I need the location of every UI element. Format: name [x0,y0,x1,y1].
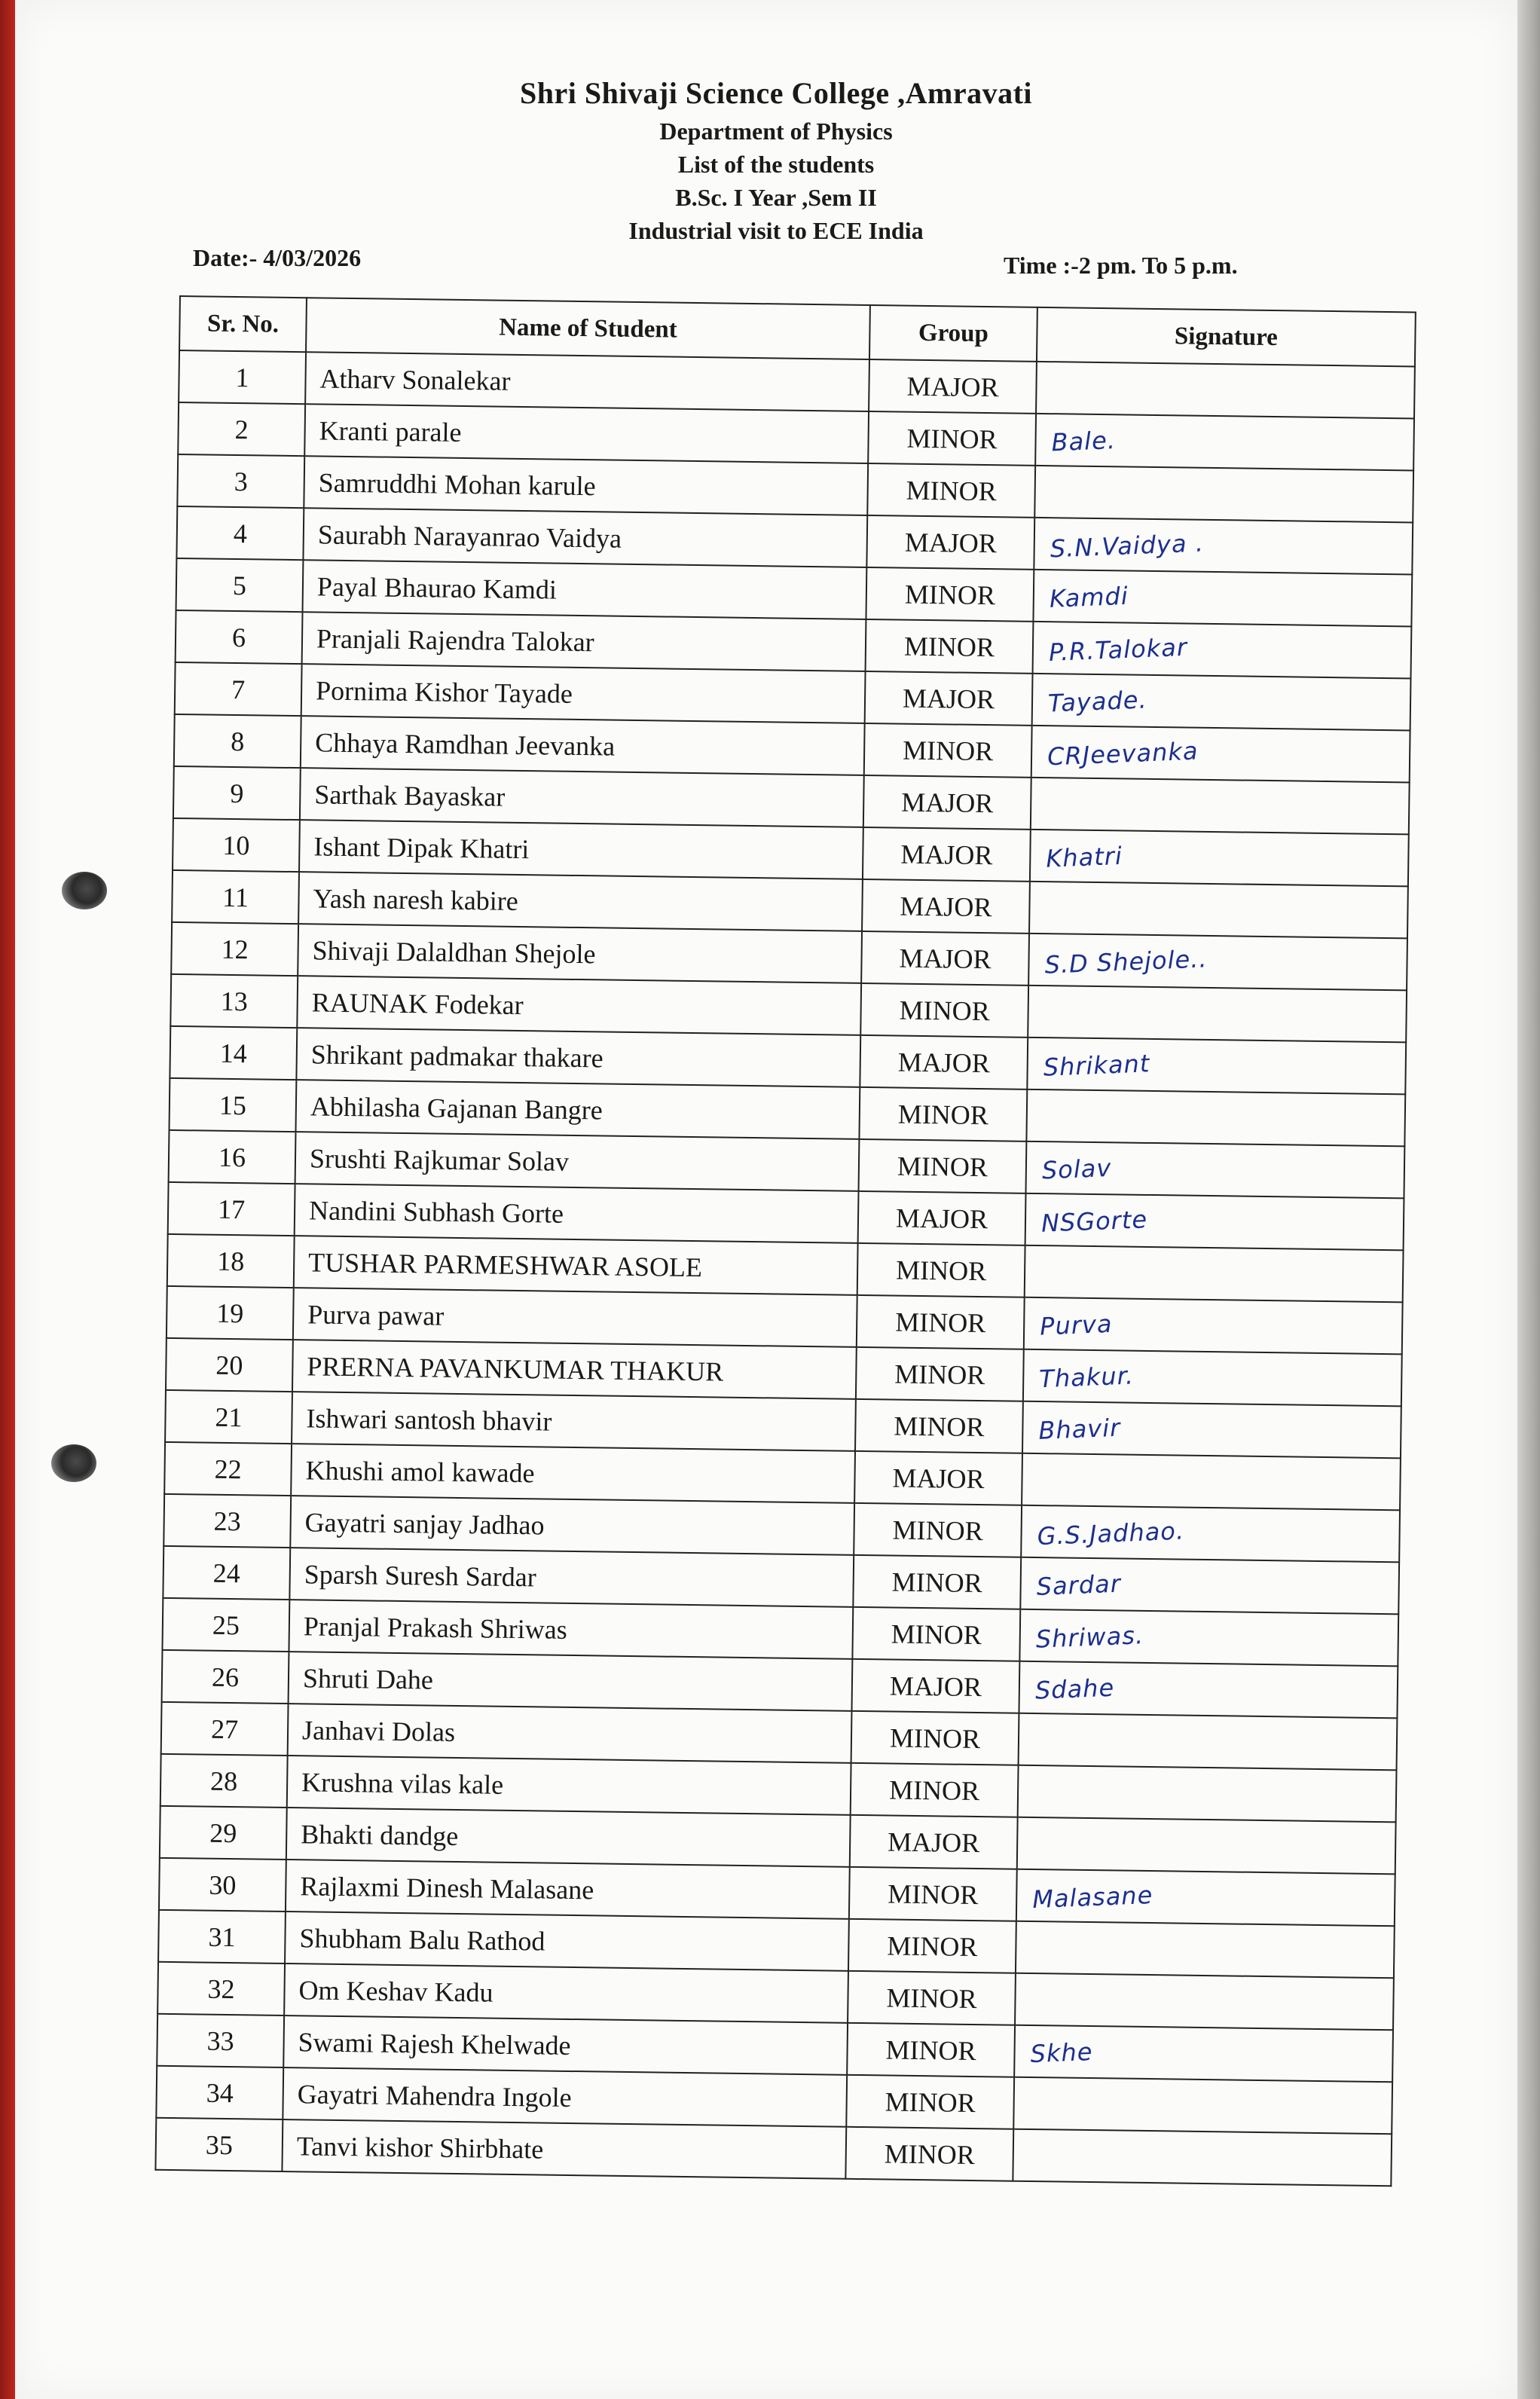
group-cell: MAJOR [866,515,1034,570]
signature-cell [1033,622,1412,679]
sr-no-cell: 32 [157,1962,285,2015]
handwritten-signature: Bhavir [1037,1413,1121,1445]
column-header-name: Name of Student [306,298,870,359]
column-header-group: Group [869,305,1037,362]
student-name-cell: Sarthak Bayaskar [300,768,864,827]
group-cell: MAJOR [863,775,1031,830]
group-cell: MINOR [851,1711,1019,1765]
signature-cell [1019,1713,1398,1771]
signature-cell [1023,1349,1402,1407]
signature-cell [1025,1141,1404,1199]
signature-cell [1019,1609,1398,1667]
handwritten-signature: Malasane [1031,1880,1153,1914]
student-name-cell: Purva pawar [293,1288,857,1347]
sr-no-cell: 16 [169,1130,296,1184]
student-name-cell: Saurabh Narayanrao Vaidya [303,508,867,567]
student-name-cell: Rajlaxmi Dinesh Malasane [286,1860,850,1919]
sr-no-cell: 14 [170,1026,297,1080]
signature-cell [1035,414,1414,471]
signature-cell [1021,1505,1400,1563]
student-name-cell: Kranti parale [304,404,869,463]
group-cell: MINOR [867,463,1035,518]
signature-cell [1015,1973,1394,2031]
student-name-cell: Chhaya Ramdhan Jeevanka [301,716,865,775]
student-name-cell: Gayatri Mahendra Ingole [283,2067,847,2127]
student-name-cell: Shubham Balu Rathod [285,1912,849,1971]
visit-time: Time :-2 pm. To 5 p.m. [1004,252,1238,279]
handwritten-signature: Shriwas. [1035,1620,1144,1654]
column-header-signature: Signature [1037,307,1416,367]
visit-date: Date:- 4/03/2026 [193,244,362,271]
signature-cell [1024,1297,1403,1355]
handwritten-signature: S.N.Vaidya . [1050,528,1205,563]
sr-no-cell: 3 [177,454,304,508]
group-cell: MINOR [856,1347,1024,1401]
student-name-cell: Yash naresh kabire [298,872,863,931]
sr-no-cell: 21 [165,1390,292,1444]
sr-no-cell: 5 [176,558,304,612]
signature-cell [1036,362,1415,419]
signature-cell [1017,1817,1396,1875]
handwritten-signature: S.D Shejole.. [1043,943,1208,979]
sr-no-cell: 19 [167,1286,294,1340]
signature-cell [1031,778,1410,835]
handwritten-signature: Khatri [1045,841,1123,873]
group-cell: MINOR [846,2075,1014,2129]
student-name-cell: Pranjali Rajendra Talokar [302,612,866,671]
sr-no-cell: 6 [176,610,303,664]
student-name-cell: Shrikant padmakar thakare [296,1028,860,1087]
signature-cell [1029,882,1408,939]
sr-no-cell: 17 [168,1182,295,1236]
sr-no-cell: 26 [162,1650,289,1704]
group-cell: MINOR [860,983,1028,1038]
signature-cell [1014,2025,1393,2083]
sr-no-cell: 29 [160,1806,287,1860]
student-name-cell: Sparsh Suresh Sardar [289,1548,854,1607]
student-name-cell: TUSHAR PARMESHWAR ASOLE [294,1236,858,1295]
signature-cell [1016,1869,1395,1927]
student-name-cell: RAUNAK Fodekar [297,976,861,1035]
sr-no-cell: 11 [172,870,299,924]
signature-cell [1031,726,1410,783]
group-cell: MAJOR [851,1659,1019,1713]
handwritten-signature: Skhe [1029,2037,1094,2068]
sr-no-cell: 30 [159,1858,286,1912]
group-cell: MINOR [859,1087,1027,1141]
group-cell: MAJOR [865,671,1033,726]
sr-no-cell: 33 [157,2014,284,2067]
group-cell: MINOR [845,2127,1013,2181]
signature-cell [1022,1401,1401,1459]
group-cell: MINOR [848,1919,1016,1973]
sr-no-cell: 7 [175,662,302,716]
student-name-cell: Ishant Dipak Khatri [299,820,863,879]
group-cell: MAJOR [869,359,1037,414]
group-cell: MAJOR [858,1191,1026,1245]
handwritten-signature: Thakur. [1038,1360,1135,1393]
student-name-cell: PRERNA PAVANKUMAR THAKUR [292,1340,857,1399]
student-table-container [154,295,1414,2187]
sr-no-cell: 25 [162,1598,289,1652]
handwritten-signature: CRJeevanka [1047,736,1199,771]
student-name-cell: Nandini Subhash Gorte [295,1184,859,1243]
group-cell: MINOR [866,619,1034,674]
handwritten-signature: Solav [1041,1153,1112,1184]
handwritten-signature: Purva [1039,1309,1114,1341]
signature-cell [1034,518,1413,575]
sr-no-cell: 1 [179,350,306,404]
student-name-cell: Shruti Dahe [289,1652,853,1711]
column-header-sr-no: Sr. No. [179,296,307,352]
signature-cell [1034,466,1413,523]
student-name-cell: Samruddhi Mohan karule [304,456,868,515]
sr-no-cell: 24 [163,1546,290,1600]
sr-no-cell: 34 [156,2066,283,2119]
signature-cell [1018,1765,1397,1823]
sr-no-cell: 4 [176,506,304,560]
signature-cell [1025,1193,1404,1251]
sr-no-cell: 18 [167,1234,295,1288]
group-cell: MINOR [854,1503,1022,1557]
student-name-cell: Srushti Rajkumar Solav [295,1132,860,1191]
signature-cell [1028,986,1407,1043]
student-name-cell: Khushi amol kawade [291,1444,855,1503]
student-name-cell: Abhilasha Gajanan Bangre [295,1080,860,1139]
signature-cell [1020,1557,1399,1615]
signature-cell [1030,830,1409,887]
student-name-cell: Swami Rajesh Khelwade [283,2015,848,2075]
group-cell: MAJOR [850,1815,1018,1869]
visit-title: Industrial visit to ECE India [628,217,924,244]
student-name-cell: Krushna vilas kale [287,1756,851,1815]
group-cell: MINOR [855,1399,1023,1453]
signature-cell [1027,1038,1406,1095]
handwritten-signature: Kamdi [1049,581,1129,613]
group-cell: MINOR [866,567,1034,622]
group-cell: MAJOR [862,879,1030,934]
sr-no-cell: 27 [161,1702,289,1756]
handwritten-signature: Shrikant [1043,1048,1151,1082]
student-name-cell: Bhakti dandge [286,1808,851,1867]
signature-cell [1025,1245,1404,1303]
class-name: B.Sc. I Year ,Sem II [675,184,877,211]
sr-no-cell: 9 [173,766,301,820]
group-cell: MINOR [859,1139,1027,1193]
student-name-cell: Gayatri sanjay Jadhao [290,1496,854,1555]
handwritten-signature: Bale. [1050,425,1117,457]
sr-no-cell: 23 [163,1494,291,1548]
student-name-cell: Janhavi Dolas [288,1704,852,1763]
group-cell: MINOR [852,1607,1020,1661]
student-name-cell: Pranjal Prakash Shriwas [289,1600,853,1659]
list-title: List of the students [677,151,875,178]
attendance-sheet-paper [15,0,1517,2399]
student-name-cell: Tanvi kishor Shirbhate [282,2119,846,2179]
handwritten-signature: Tayade. [1047,684,1148,718]
punch-hole-top [62,872,107,909]
group-cell: MINOR [853,1555,1021,1609]
department-name: Department of Physics [659,118,893,145]
college-name: Shri Shivaji Science College ,Amravati [519,76,1033,110]
sr-no-cell: 15 [169,1078,296,1132]
student-name-cell: Ishwari santosh bhavir [292,1392,856,1451]
group-cell: MINOR [868,411,1036,466]
student-table [154,295,1416,2187]
group-cell: MINOR [857,1295,1025,1349]
student-name-cell: Shivaji Dalaldhan Shejole [298,924,862,983]
handwritten-signature: NSGorte [1040,1204,1148,1238]
group-cell: MINOR [849,1867,1017,1921]
student-name-cell: Pornima Kishor Tayade [301,664,866,723]
group-cell: MAJOR [854,1451,1022,1505]
signature-cell [1033,570,1412,627]
punch-hole-bottom [51,1444,96,1482]
signature-cell [1013,2077,1392,2135]
sr-no-cell: 8 [174,714,301,768]
page-edge-shadow [1514,0,1540,2399]
sr-no-cell: 12 [171,922,298,976]
group-cell: MAJOR [863,827,1031,882]
signature-cell [1022,1453,1401,1511]
group-cell: MINOR [857,1243,1025,1297]
signature-cell [1032,674,1411,731]
group-cell: MAJOR [860,1035,1028,1089]
handwritten-signature: Sdahe [1034,1673,1115,1705]
student-name-cell: Atharv Sonalekar [305,352,869,411]
signature-cell [1028,934,1407,991]
group-cell: MAJOR [861,931,1029,986]
signature-cell [1016,1921,1395,1979]
sr-no-cell: 2 [178,402,305,456]
student-name-cell: Payal Bhaurao Kamdi [303,560,867,619]
handwritten-signature: Sardar [1035,1569,1122,1601]
group-cell: MINOR [851,1763,1019,1817]
sr-no-cell: 10 [173,818,300,872]
student-name-cell: Om Keshav Kadu [284,1964,848,2023]
signature-cell [1019,1661,1398,1719]
signature-cell [1013,2129,1392,2187]
group-cell: MINOR [847,2023,1015,2077]
sr-no-cell: 31 [158,1910,286,1964]
sr-no-cell: 13 [170,974,298,1028]
sr-no-cell: 28 [160,1754,288,1808]
signature-cell [1026,1089,1405,1147]
sr-no-cell: 22 [164,1442,292,1496]
handwritten-signature: G.S.Jadhao. [1036,1516,1185,1551]
group-cell: MINOR [848,1971,1016,2025]
sr-no-cell: 20 [166,1338,293,1392]
handwritten-signature: P.R.Talokar [1048,632,1188,667]
group-cell: MINOR [864,723,1032,778]
sr-no-cell: 35 [155,2118,283,2171]
